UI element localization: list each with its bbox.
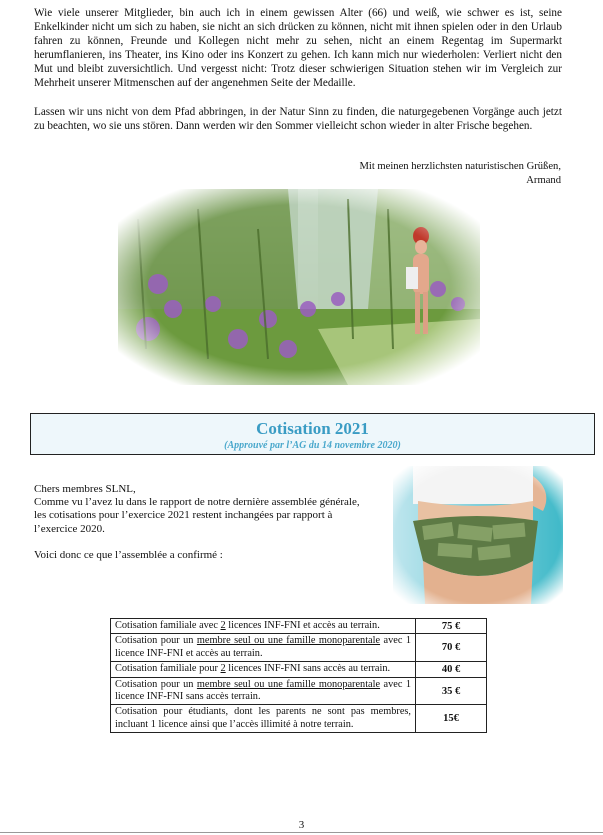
money-photo: [393, 466, 563, 604]
fee-text: Cotisation pour étudiants, dont les parents ne sont pas membres, incluant 1 licence ainsi que l’accès illimité à notre terrain.: [115, 706, 411, 730]
intro-body: Comme vu l’avez lu dans le rapport de notre dernière assemblée générale, les cotisations pour l’exercice 2021 restent inchangées par rapport à l’exercice 2020.: [34, 496, 360, 535]
fee-description: [111, 677, 416, 705]
signature-name: Armand: [526, 175, 561, 186]
fee-text: Cotisation familiale pour: [115, 663, 221, 675]
fee-text: Cotisation pour un: [115, 678, 197, 690]
signature: [301, 160, 561, 188]
fee-text: Cotisation pour un: [115, 635, 197, 647]
section-title: Cotisation 2021: [256, 419, 369, 438]
table-row: [111, 705, 487, 733]
fee-description: [111, 619, 416, 634]
paragraph-1: Wie viele unserer Mitglieder, bin auch ich in einem gewissen Alter (66) und weiß, wie schwer es ist, seine Enkelkinder nicht um sich zu haben, sie nicht an sich drücken zu können, nicht mit ihnen spielen oder in den Urlaub fahren zu können, Freunde und Kollegen nicht mehr zu sehen, nicht an einem Regentag im Supermarkt herumflanieren, ins Theater, ins Kino oder ins Konzert zu gehen. Ich kann mich nur wiederholen: Verliert nicht den Mut und bleibt zuversichtlich. Und vergesst nicht: Trotz dieser schwierigen Situation stehen wir im Vergleich zur Mehrheit unserer Mitmenschen auf der angenehmen Seite der Medaille.: [34, 7, 562, 90]
nature-photo: [118, 189, 480, 385]
table-row: [111, 634, 487, 662]
intro-closing: Voici donc ce que l’assemblée a confirmé :: [34, 549, 223, 561]
table-row: [111, 619, 487, 634]
fee-amount: 35 €: [416, 677, 487, 705]
fee-text-underlined: membre seul ou une famille monoparentale: [196, 635, 381, 647]
fee-amount: 75 €: [416, 619, 487, 634]
fees-table: [110, 618, 487, 733]
fee-text: Cotisation familiale avec: [115, 620, 221, 631]
fee-text-underlined: 2: [220, 663, 226, 675]
fee-text: licences INF-FNI sans accès au terrain.: [225, 663, 391, 675]
fee-text: licences INF-FNI et accès au terrain.: [225, 620, 380, 631]
fee-description: [111, 705, 416, 733]
table-row: [111, 677, 487, 705]
footer-rule: [0, 832, 603, 833]
fee-text-underlined: 2: [220, 620, 226, 631]
fee-description: [111, 634, 416, 662]
fee-amount: 70 €: [416, 634, 487, 662]
fee-text: avec 1 licence INF-FNI sans accès terrain.: [115, 678, 411, 703]
intro-greeting: Chers membres SLNL,: [34, 483, 136, 495]
fee-text: avec 1 licence INF-FNI et accès au terrain.: [115, 635, 411, 659]
page-number: 3: [298, 819, 305, 831]
fee-amount: 15€: [416, 705, 487, 733]
fee-amount: 40 €: [416, 662, 487, 677]
section-header-box: [30, 413, 595, 455]
table-row: [111, 662, 487, 677]
fee-description: [111, 662, 416, 677]
section-subtitle: (Approuvé par l’AG du 14 novembre 2020): [224, 440, 401, 451]
signature-greeting: Mit meinen herzlichsten naturistischen Grüßen,: [359, 161, 561, 172]
paragraph-2: Lassen wir uns nicht von dem Pfad abbringen, in der Natur Sinn zu finden, die naturgegebenen Vorgänge auch jetzt zu beachten, wo sie uns stören. Dann werden wir den Sommer vielleicht schon wieder in alter Frische begehen.: [34, 106, 562, 133]
fee-text-underlined: membre seul ou une famille monoparentale: [196, 678, 381, 690]
intro-text: [34, 483, 374, 536]
